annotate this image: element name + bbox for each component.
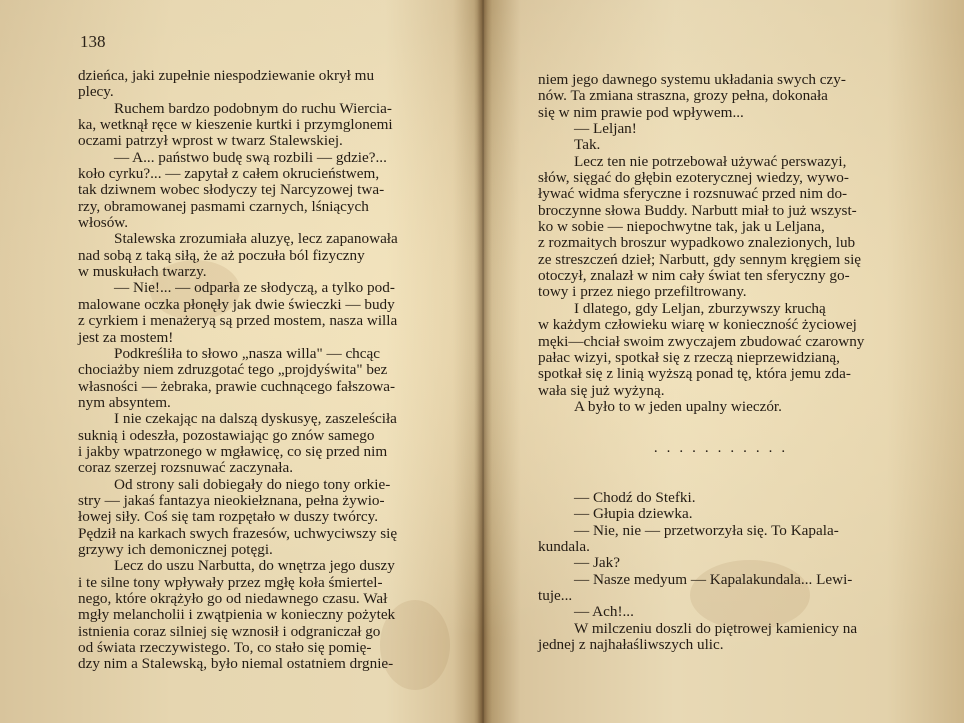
text-line: ka, wetknął ręce w kieszenie kurtki i przymglonemi [78,116,393,134]
text-line: plecy. [78,83,114,101]
text-line: Podkreśliła to słowo „nasza willa" — chcąc [114,344,380,362]
text-line: wała się już wyżyną. [538,381,665,399]
text-line: A było to w jeden upalny wieczór. [574,397,782,415]
text-line: ływać widma sferyczne i rozsnuwać przed nim do- [538,185,848,203]
text-line: dzy nim a Stalewską, było niemal ostatniem drgnie- [78,655,394,673]
text-line: oczami patrzył wprost w twarz Stalewskiej. [78,132,343,150]
text-line: nad sobą z taką siłą, że aż poczuła ból fizyczny [78,246,365,264]
text-line: — Nasze medyum — Kapalakundala... Lewi- [574,570,853,588]
left-page-text [78,68,448,673]
text-line: ze streszczeń dzieł; Narbutt, gdy sennym kręgiem się [538,250,862,268]
text-line: malowane oczka płonęły jak dwie świeczki — budy [78,295,395,313]
text-line: — Jak? [574,554,620,572]
text-line: w muskułach twarzy. [78,263,207,281]
text-line: łowej siły. Coś się tam rozpętało w duszy twórcy. [78,508,379,526]
text-line: Tak. [574,136,601,154]
text-line: słów, sięgać do głębin ezoterycznej wiedzy, wywo- [538,169,849,187]
text-line: z cyrkiem i menażeryą są przed mostem, nasza willa [78,312,398,330]
text-line: kundala. [538,538,590,556]
text-line: mgły melancholii i zwątpienia w konieczny pożytek [78,606,396,624]
text-line: — A... państwo budę swą rozbili — gdzie?... [114,148,387,166]
text-line: niem jego dawnego systemu układania swych czy- [538,71,846,88]
text-line: nego, które okrążyło go od niedawnego czasu. Wał [78,590,388,607]
text-line: towy i przez niego przefiltrowany. [538,283,747,301]
section-separator: ........... [653,440,795,456]
text-line: jest za mostem! [78,328,174,346]
text-line: nów. Ta zmiana straszna, grozy pełna, dokonała [538,87,828,105]
text-line: — Nie, nie — przetworzyła się. To Kapala- [574,521,839,539]
text-line: broczynne słowa Buddy. Narbutt miał to już wszyst- [538,201,857,219]
text-line: własności — żebraka, prawie cuchnącego fałszowa- [78,377,396,395]
text-line: suknią i odeszła, pozostawiając go znów samego [78,426,375,444]
text-line: nym absyntem. [78,393,171,411]
text-line: pałac wizyi, spotkał się z rzeczą nieprzewidzianą, [538,348,840,366]
text-line: grzywy ich demonicznej potęgi. [78,540,273,558]
text-line: włosów. [78,214,129,232]
text-line: męki—chciał swoim zwyczajem zbudować czarowny [538,332,865,350]
text-line: od świata rzeczywistego. To, co stało się pomię- [78,639,372,657]
text-line: dzieńca, jaki zupełnie niespodziewanie okrył mu [78,67,375,84]
text-line: — Nie!... — odparła ze słodyczą, a tylko pod- [114,279,395,297]
text-line: stry — jakaś fantazya nieokiełznana, pełna żywio- [78,491,385,509]
text-line: koło cyrku?... — zapytał z całem okrucieństwem, [78,165,380,183]
text-line: chociażby niem zdruzgotać tego „projdyświta" bez [78,361,388,379]
text-line: się w nim prawie pod wpływem... [538,103,744,121]
text-line: rzy, obramowanej pasmami czarnych, lśniących [78,197,369,215]
text-line: — Ach!... [574,603,634,621]
text-line: Od strony sali dobiegały do niego tony orkie- [114,475,391,493]
text-line: i jakby wpatrzonego w mgławicę, co się przed nim [78,442,388,460]
text-line: — Głupia dziewka. [574,505,693,523]
text-line: istnienia coraz silniej się wznosił i odgraniczał go [78,622,381,640]
text-line: Ruchem bardzo podobnym do ruchu Wiercia- [114,99,392,117]
page-number: 138 [80,32,106,51]
text-line: tuje... [538,587,573,605]
left-page [0,0,480,723]
text-line: spotkał się z linią wyższą ponad tę, która jemu zda- [538,365,851,383]
text-line: z rozmaitych broszur wypadkowo znalezionych, lub [538,234,856,252]
text-line: I dlatego, gdy Leljan, zburzywszy kruchą [574,299,826,317]
right-page-text-top [538,72,910,415]
text-line: I nie czekając na dalszą dyskusyę, zaszeleściła [114,410,397,428]
text-line: coraz szerzej rozsnuwać zaczynała. [78,459,294,477]
text-line: tak dziwnem wobec słodyczy tej Narcyzowej twa- [78,181,385,199]
text-line: Lecz ten nie potrzebował używać perswazyi, [574,152,847,170]
right-page [484,0,964,723]
text-line: Pędził na karkach swych frazesów, uchwyciwszy się [78,524,398,542]
text-line: — Leljan! [574,120,637,138]
text-line: w każdym człowieku wiarę w konieczność życiowej [538,316,857,334]
text-line: W milczeniu doszli do piętrowej kamienicy na [574,619,858,637]
right-page-text-bottom [538,490,910,653]
text-line: — Chodź do Stefki. [574,489,696,506]
text-line: ko w sobie — niepochwytne tak, jak u Leljana, [538,218,825,236]
text-line: Stalewska zrozumiała aluzyę, lecz zapanowała [114,230,398,248]
text-line: otoczył, znalazł w nim cały świat ten sferyczny go- [538,267,850,285]
text-line: Lecz do uszu Narbutta, do wnętrza jego duszy [114,557,395,575]
text-line: i te silne tony wpływały przez mgłę koła śmiertel- [78,573,383,591]
text-line: jednej z najhałaśliwszych ulic. [538,636,724,654]
